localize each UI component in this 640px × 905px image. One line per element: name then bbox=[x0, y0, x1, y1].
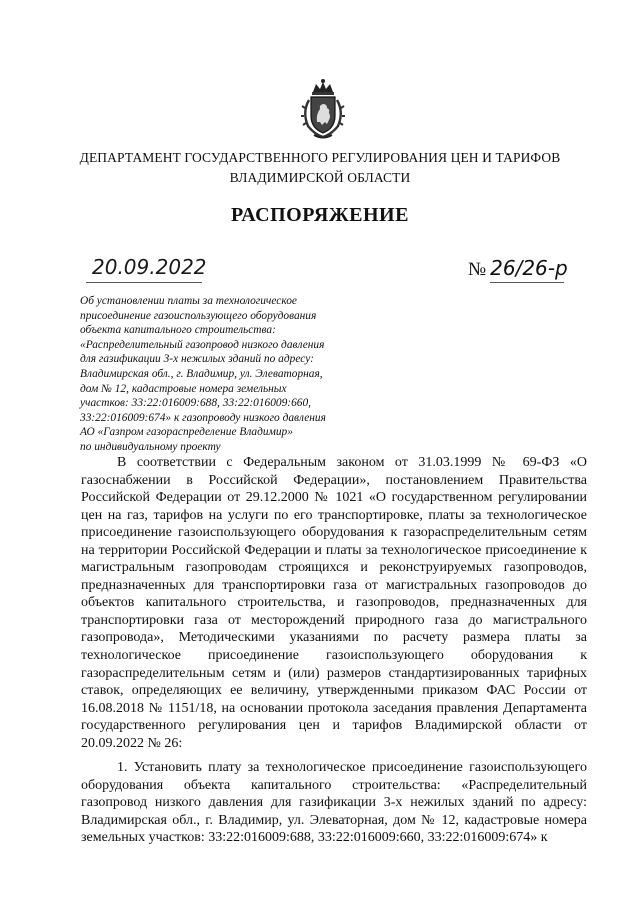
document-date: 20.09.2022 bbox=[92, 255, 207, 279]
subject-line: «Распределительный газопровод низкого давления bbox=[80, 338, 325, 351]
body-paragraph-item-1: 1. Установить плату за технологическое присоединение газоиспользующего оборудования объекта капитального строительства: «Распределительный газопровод низкого давления для газификации 3-х нежилых зданий по адресу: Владимирская обл., г. Владимир, ул. Элеваторная, дом № 12, кадастровые номера земельных участков: 33:22:016009:688, 33:22:016009:660, 33:22:016009:674» к bbox=[81, 760, 587, 846]
number-sign: № bbox=[468, 259, 487, 280]
subject-line: для газификации 3-х нежилых зданий по адресу: bbox=[80, 353, 314, 366]
subject-line: объекта капитального строительства: bbox=[80, 324, 276, 337]
number-value: 26/26-р bbox=[490, 256, 568, 280]
document-type-title: РАСПОРЯЖЕНИЕ bbox=[231, 204, 409, 226]
subject-line: Об установлении платы за технологическое bbox=[80, 295, 297, 307]
date-underline bbox=[86, 282, 202, 283]
department-name-line2: ВЛАДИМИРСКОЙ ОБЛАСТИ bbox=[229, 170, 411, 185]
number-underline bbox=[490, 282, 564, 283]
body-paragraph-preamble: В соответствии с Федеральным законом от 31.03.1999 № 69-ФЗ «О газоснабжении в Российской Федерации», постановлением Правительства Российской Федерации от 29.12.2000 № 1021 «О государственном регулировании цен на газ, тарифов на услуги по его транспортировке, платы за технологическое присоединение газоиспользующего оборудования к газораспределительным сетям на территории Российской Федерации и платы за технологическое присоединение к магистральным газопроводам строящихся и реконструируемых газопроводов, предназначенных для транспортировки газа от магистральных газопроводов до объектов капитального строительства, и газопроводов, предназначенных для транспортировки газа от месторождений природного газа до магистрального газопровода», Методическими указаниями по расчету размера платы за технологическое присоединение газоиспользующего оборудования к газораспределительным сетям и (или) размеров стандартизированных тарифных ставок, определяющих ее величину, утвержденными приказом ФАС России от 16.08.2018 № 1151/18, на основании протокола заседания правления Департамента государственного регулирования цен и тарифов Владимирской области от 20.09.2022 № 26: bbox=[81, 455, 587, 751]
subject-line: присоединение газоиспользующего оборудования bbox=[80, 309, 317, 322]
subject-line: по индивидуальному проекту bbox=[80, 440, 221, 453]
subject-line: участков: 33:22:016009:688, 33:22:016009:660, bbox=[80, 397, 312, 410]
coat-of-arms-icon bbox=[300, 78, 346, 140]
subject-line: 33:22:016009:674» к газопроводу низкого давления bbox=[80, 411, 326, 424]
department-name-line1: ДЕПАРТАМЕНТ ГОСУДАРСТВЕННОГО РЕГУЛИРОВАНИЯ ЦЕН И ТАРИФОВ bbox=[79, 150, 561, 165]
subject-line: дом № 12, кадастровые номера земельных bbox=[80, 382, 287, 395]
subject-line: АО «Газпром газораспределение Владимир» bbox=[80, 426, 293, 439]
subject-line: Владимирская обл., г. Владимир, ул. Элеваторная, bbox=[80, 367, 323, 380]
document-body bbox=[81, 454, 587, 847]
document-number bbox=[468, 256, 568, 281]
document-subject bbox=[80, 294, 380, 455]
